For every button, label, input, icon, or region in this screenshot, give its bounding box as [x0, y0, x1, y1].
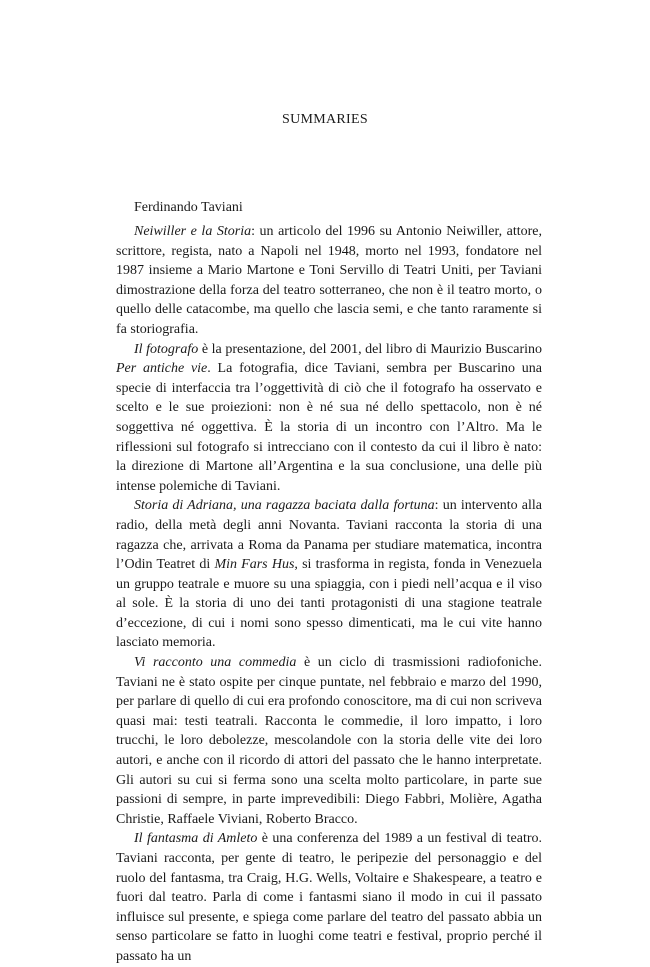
paragraph-text: è un ciclo di trasmissioni radiofoniche. Taviani ne è stato ospite per cinque puntate, nel febbraio e marzo del 1990, per parlare di quello di cui era profondo conoscitore, ma di cui non scriveva quasi mai: testi teatrali. Racconta le commedie, il loro impatto, i loro trucchi, le loro debolezze, mescolandole con la storia delle vite dei loro autori, e anche con il ricordo di attori del passato che le hanno interpretate. Gli autori su cui si ferma sono una scelta molto particolare, in parte sue passioni di sempre, in parte imprevedibili: Diego Fabbri, Molière, Agatha Christie, Raffaele Viviani, Roberto Bracco.: [116, 655, 542, 827]
paragraph-text: : un articolo del 1996 su Antonio Neiwiller, attore, scrittore, regista, nato a Napoli nel 1948, morto nel 1993, fondatore nel 1987 insieme a Mario Martone e Toni Servillo di Teatri Uniti, per Taviani dimostrazione della forza del teatro sotterraneo, che non è il teatro morto, o quello delle catacombe, ma quello che lascia semi, e che tanto raramente si fa storiografia.: [116, 224, 542, 337]
work-title: Storia di Adriana, una ragazza baciata dalla fortuna: [134, 498, 435, 514]
show-title: Min Fars Hus: [214, 557, 295, 573]
paragraph-text: è una conferenza del 1989 a un festival di teatro. Taviani racconta, per gente di teatro, le peripezie del personaggio e del ruolo del fantasma, tra Craig, H.G. Wells, Voltaire e Shakespeare, a teatro e fuori dal teatro. Parla di come i fantasmi siano il modo in cui il passato influisce sul presente, e spiega come parlare del teatro del passato abbia un senso particolare se fatto in luoghi come teatri e festival, proprio perché il passato ha un: [116, 831, 542, 964]
summary-body: [116, 222, 542, 967]
book-title: Per antiche vie: [116, 361, 208, 377]
author-name: Ferdinando Taviani: [134, 200, 243, 215]
paragraph-text: è la presentazione, del 2001, del libro di Maurizio Buscarino: [198, 341, 543, 357]
work-title: Neiwiller e la Storia: [134, 224, 252, 239]
work-title: Vi racconto una commedia: [134, 655, 297, 671]
paragraph-neiwiller: [116, 222, 542, 340]
paragraph-adriana: [116, 496, 542, 653]
paragraph-fotografo: [116, 340, 542, 497]
work-title: Il fotografo: [134, 341, 199, 357]
paragraph-text: : un intervento alla radio, della metà degli anni Novanta. Taviani racconta la storia di una ragazza che, arrivata a Roma da Panama per studiare matematica, incontra l’Odin Teatret di: [116, 498, 542, 573]
paragraph-text: , si trasforma in regista, fonda in Venezuela un gruppo teatrale e muore su una spiaggia, con i piedi nell’acqua e il viso al sole. È la storia di uno dei tanti protagonisti di una stagione teatrale d’eccezione, di cui i nomi sono spesso dimenticati, ma le cui vite hanno lasciato memoria.: [116, 557, 542, 651]
paragraph-amleto: [116, 829, 542, 966]
paragraph-commedia: [116, 653, 542, 829]
paragraph-text: . La fotografia, dice Taviani, sembra per Buscarino una specie di interfaccia tra l’oggettività di ciò che il fotografo ha osservato e scelto e le sue proiezioni: non è né sua né dello spettacolo, non è né soggettiva né oggettiva. È la storia di un incontro con l’Altro. Ma le riflessioni sul fotografo si intrecciano con il contesto da cui il libro è nato: la direzione di Martone all’Argentina e la sua conclusione, una delle più intense polemiche di Taviani.: [116, 361, 542, 494]
work-title: Il fantasma di Amleto: [134, 831, 258, 847]
page-heading: SUMMARIES: [282, 112, 368, 127]
